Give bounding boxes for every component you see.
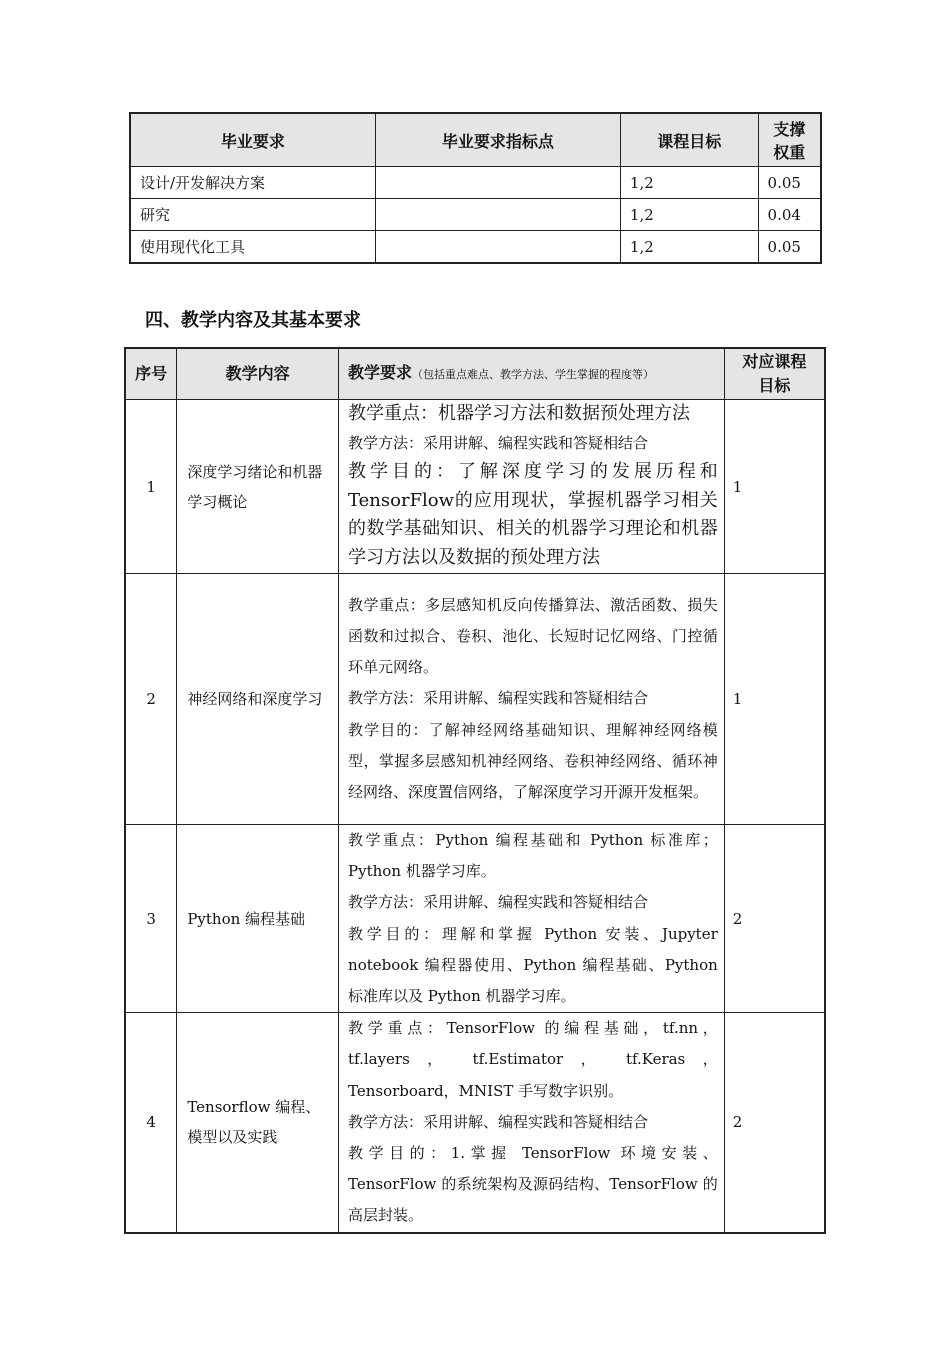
row-number: 1 — [125, 400, 177, 574]
teaching-focus: 教学重点：机器学习方法和数据预处理方法 — [348, 403, 691, 425]
header-requirements-note: （包括重点难点、教学方法、学生掌握的程度等） — [412, 368, 655, 381]
header-requirements-label: 教学要求 — [348, 363, 413, 382]
goal-cell: 1,2 — [620, 167, 758, 199]
table-header-row — [125, 348, 825, 400]
teaching-method: 教学方法：采用讲解、编程实践和答疑相结合 — [348, 893, 649, 912]
table-row — [125, 1013, 825, 1233]
teaching-aim: 教学目的：了解深度学习的发展历程和TensorFlow的应用现状，掌握机器学习相关的数学基础知识、相关的机器学习理论和机器学习方法以及数据的预处理方法 — [348, 460, 718, 569]
goal-cell: 1,2 — [620, 199, 758, 231]
teaching-requirements — [339, 825, 725, 1013]
course-goal: 1 — [724, 400, 825, 574]
teaching-requirements — [339, 574, 725, 825]
row-number: 2 — [125, 574, 177, 825]
weight-cell: 0.04 — [758, 199, 821, 231]
teaching-focus: 教学重点：Python 编程基础和 Python 标准库；Python 机器学习库。 — [348, 831, 718, 881]
header-indicator: 毕业要求指标点 — [375, 113, 620, 167]
table-row — [125, 400, 825, 574]
header-course-goal: 课程目标 — [620, 113, 758, 167]
indicator-cell — [375, 231, 620, 264]
table-row — [130, 231, 821, 264]
course-goal: 1 — [724, 574, 825, 825]
teaching-requirements — [339, 400, 725, 574]
teaching-requirements — [339, 1013, 725, 1233]
header-requirement: 毕业要求 — [130, 113, 375, 167]
section-heading: 四、教学内容及其基本要求 — [145, 310, 361, 331]
goal-cell: 1,2 — [620, 231, 758, 264]
header-course-goal: 对应课程目标 — [724, 348, 825, 400]
teaching-method: 教学方法：采用讲解、编程实践和答疑相结合 — [348, 689, 649, 708]
teaching-method: 教学方法：采用讲解、编程实践和答疑相结合 — [348, 433, 649, 452]
table-header-row — [130, 113, 821, 167]
indicator-cell — [375, 167, 620, 199]
graduation-requirements-table — [129, 112, 822, 264]
teaching-content: Tensorflow 编程、模型以及实践 — [177, 1013, 339, 1233]
course-goal: 2 — [724, 825, 825, 1013]
teaching-content: 深度学习绪论和机器学习概论 — [177, 400, 339, 574]
teaching-aim: 教学目的：1.掌握 TensorFlow 环境安装、TensorFlow 的系统架构及源码结构、TensorFlow 的高层封装。 — [348, 1144, 718, 1225]
weight-cell: 0.05 — [758, 167, 821, 199]
requirement-cell: 研究 — [130, 199, 375, 231]
header-requirements — [339, 348, 725, 400]
table-row — [130, 199, 821, 231]
weight-cell: 0.05 — [758, 231, 821, 264]
teaching-content: 神经网络和深度学习 — [177, 574, 339, 825]
requirement-cell: 使用现代化工具 — [130, 231, 375, 264]
course-goal: 2 — [724, 1013, 825, 1233]
requirement-cell: 设计/开发解决方案 — [130, 167, 375, 199]
teaching-method: 教学方法：采用讲解、编程实践和答疑相结合 — [348, 1112, 649, 1131]
teaching-aim: 教学目的：理解和掌握 Python 安装、Jupyter notebook 编程器使用、Python 编程基础、Python 标准库以及 Python 机器学习库。 — [348, 924, 718, 1006]
row-number: 3 — [125, 825, 177, 1013]
header-no: 序号 — [125, 348, 177, 400]
table-row — [125, 825, 825, 1013]
row-number: 4 — [125, 1013, 177, 1233]
indicator-cell — [375, 199, 620, 231]
teaching-focus: 教学重点：TensorFlow 的编程基础，tf.nn，tf.layers ， tf.Estimator ， tf.Keras ，Tensorboard，MNIST 手写数字识别。 — [348, 1019, 718, 1100]
teaching-content: Python 编程基础 — [177, 825, 339, 1013]
table-row — [125, 574, 825, 825]
teaching-focus: 教学重点：多层感知机反向传播算法、激活函数、损失函数和过拟合、卷积、池化、长短时记忆网络、门控循环单元网络。 — [348, 595, 718, 677]
teaching-content-table — [124, 347, 826, 1234]
header-weight: 支撑权重 — [758, 113, 821, 167]
teaching-aim: 教学目的：了解神经网络基础知识、理解神经网络模型，掌握多层感知机神经网络、卷积神经网络、循环神经网络、深度置信网络，了解深度学习开源开发框架。 — [348, 720, 718, 801]
table-row — [130, 167, 821, 199]
header-content: 教学内容 — [177, 348, 339, 400]
